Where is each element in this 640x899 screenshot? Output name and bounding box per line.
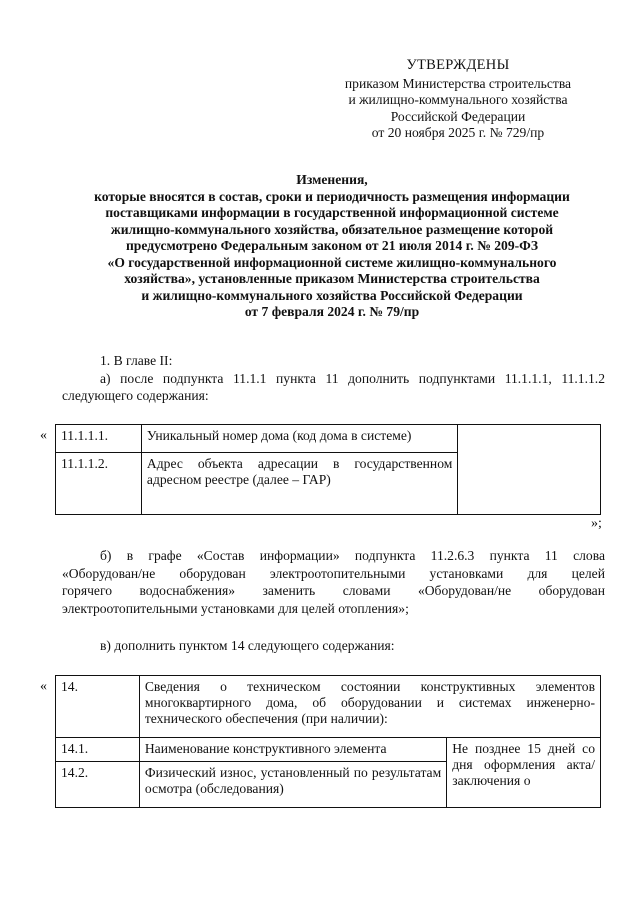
empty-cell: [458, 425, 601, 515]
title-line: поставщиками информации в государственной информационной системе: [105, 205, 559, 220]
table-1: [55, 424, 601, 515]
approved-line: от 20 ноября 2025 г. № 729/пр: [371, 125, 545, 140]
row-number: 11.1.1.2.: [56, 453, 142, 515]
row-text: Физический износ, установленный по результатам осмотра (обследования): [139, 762, 446, 808]
row-number: 14.2.: [56, 762, 140, 808]
approved-line: приказом Министерства строительства: [344, 75, 572, 91]
open-quote: «: [40, 428, 47, 443]
approved-line: и жилищно-коммунального хозяйства: [348, 92, 568, 107]
table-row: [56, 676, 601, 738]
approved-line: Российской Федерации: [390, 108, 526, 124]
title-line: которые вносятся в состав, сроки и периодичность размещения информации: [94, 188, 570, 204]
title-line: Изменения,: [296, 172, 368, 187]
item-b-line2: «Оборудован/не оборудован электроотопительными установками для целей: [62, 566, 605, 581]
document-title: [62, 172, 602, 321]
item-a-line2: следующего содержания:: [62, 388, 209, 403]
item-a-line1: а) после подпункта 11.1.1 пункта 11 дополнить подпунктами 11.1.1.1, 11.1.1.2: [100, 371, 605, 386]
table-row: [56, 738, 601, 762]
item-b-line1: б) в графе «Состав информации» подпункта 11.2.6.3 пункта 11 слова: [100, 548, 605, 563]
approved-heading: УТВЕРЖДЕНЫ: [406, 57, 510, 73]
title-line: от 7 февраля 2024 г. № 79/пр: [244, 304, 420, 319]
deadline-text: Не позднее 15 дней со дня оформления акта/ заключения о: [447, 738, 601, 808]
open-quote: «: [40, 679, 47, 694]
row-text: Адрес объекта адресации в государственном адресном реестре (далее – ГАР): [141, 453, 457, 515]
item-1: 1. В главе II:: [100, 353, 173, 368]
close-quote: »;: [591, 516, 602, 531]
row-number: 14.: [56, 676, 140, 738]
row-text: Сведения о техническом состоянии конструктивных элементов многоквартирного дома, об оборудовании и системах инженерно-технического обеспечения (при наличии):: [139, 676, 600, 738]
row-text: Наименование конструктивного элемента: [139, 738, 446, 762]
table-2: [55, 675, 601, 808]
item-c: в) дополнить пунктом 14 следующего содержания:: [100, 638, 395, 653]
row-number: 14.1.: [56, 738, 140, 762]
item-b-line4: электроотопительными установками для целей отопления»;: [62, 601, 409, 616]
title-line: «О государственной информационной системе жилищно-коммунального: [107, 254, 557, 270]
approval-stamp: [328, 57, 588, 142]
title-line: хозяйства», установленные приказом Министерства строительства: [124, 271, 540, 286]
title-line: предусмотрено Федеральным законом от 21 июля 2014 г. № 209-ФЗ: [125, 238, 539, 253]
title-line: жилищно-коммунального хозяйства, обязательное размещение которой: [110, 221, 554, 237]
item-b-line3: горячего водоснабжения» заменить словами «Оборудован/не оборудован: [62, 583, 605, 598]
row-number: 11.1.1.1.: [56, 425, 142, 453]
title-line: и жилищно-коммунального хозяйства Российской Федерации: [141, 287, 523, 303]
row-text: Уникальный номер дома (код дома в системе): [141, 425, 457, 453]
table-row: [56, 425, 601, 453]
